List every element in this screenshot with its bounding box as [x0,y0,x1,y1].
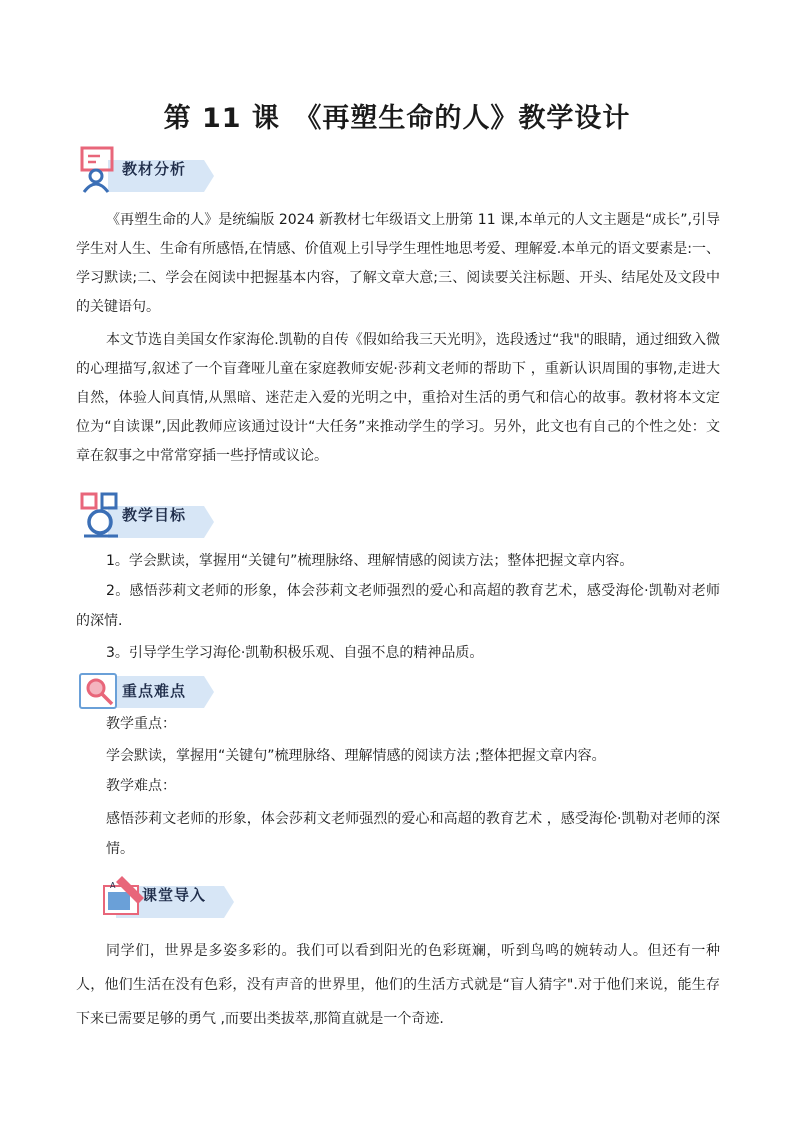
difficulty-label: 教学难点： [106,778,176,794]
goal-item-1: 1。学会默读，掌握用“关键句”梳理脉络、理解情感的阅读方法；整体把握文章内容。 [106,553,634,569]
section-label-key: 重点难点 [122,682,187,700]
goal-item-2: 2。感悟莎莉文老师的形象，体会莎莉文老师强烈的爱心和高超的教育艺术，感受海伦·凯勒对老师的深情. [76,583,720,629]
section-header-intro [78,872,228,920]
page-title: 第 11 课 《再塑生命的人》教学设计 [163,103,631,134]
section-label-goals: 教学目标 [122,506,187,524]
focus-text: 学会默读，掌握用“关键句”梳理脉络、理解情感的阅读方法 ;整体把握文章内容。 [106,748,606,764]
svg-text:A: A [110,881,116,890]
focus-label: 教学重点： [106,716,176,732]
section-label-analysis: 教材分析 [122,160,187,178]
intro-paragraph: 同学们，世界是多姿多彩的。我们可以看到阳光的色彩斑斓，听到鸟鸣的婉转动人。但还有一种人，他们生活在没有色彩，没有声音的世界里，他们的生活方式就是“盲人猜字".对于他们来说，能生存下来已需要足够的勇气 ,而要出类拔萃,那简直就是一个奇迹. [76,943,720,1027]
section-header-analysis [78,146,228,194]
section-label-intro: 课堂导入 [142,886,207,904]
goal-item-3: 3。引导学生学习海伦·凯勒积极乐观、自强不息的精神品质。 [106,645,484,661]
difficulty-text: 感悟莎莉文老师的形象，体会莎莉文老师强烈的爱心和高超的教育艺术 ，感受海伦·凯勒对老师的深情。 [106,811,720,857]
section-header-goals [78,492,228,540]
analysis-paragraph-2: 本文节选自美国女作家海伦.凯勒的自传《假如给我三天光明》，选段透过“我"的眼睛，通过细致入微的心理描写,叙述了一个盲聋哑儿童在家庭教师安妮·莎莉文老师的帮助下 ，重新认识周围的事物,走进大自然，体验人间真情,从黑暗、迷茫走入爱的光明之中，重拾对生活的勇气和信心的故事。教材将本文定位为“自读课”,因此教师应该通过设计“大任务”来推动学生的学习。另外，此文也有自己的个性之处：文章在叙事之中常常穿插一些抒情或议论。 [76,332,720,464]
analysis-paragraph-1: 《再塑生命的人》是统编版 2024 新教材七年级语文上册第 11 课,本单元的人文主题是“成长”,引导学生对人生、生命有所感悟,在情感、价值观上引导学生理性地思考爱、理解爱.本单元的语文要素是:一、学习默读;二、学会在阅读中把握基本内容，了解文章大意;三、阅读要关注标题、开头、结尾处及文段中的关键语句。 [76,212,720,315]
